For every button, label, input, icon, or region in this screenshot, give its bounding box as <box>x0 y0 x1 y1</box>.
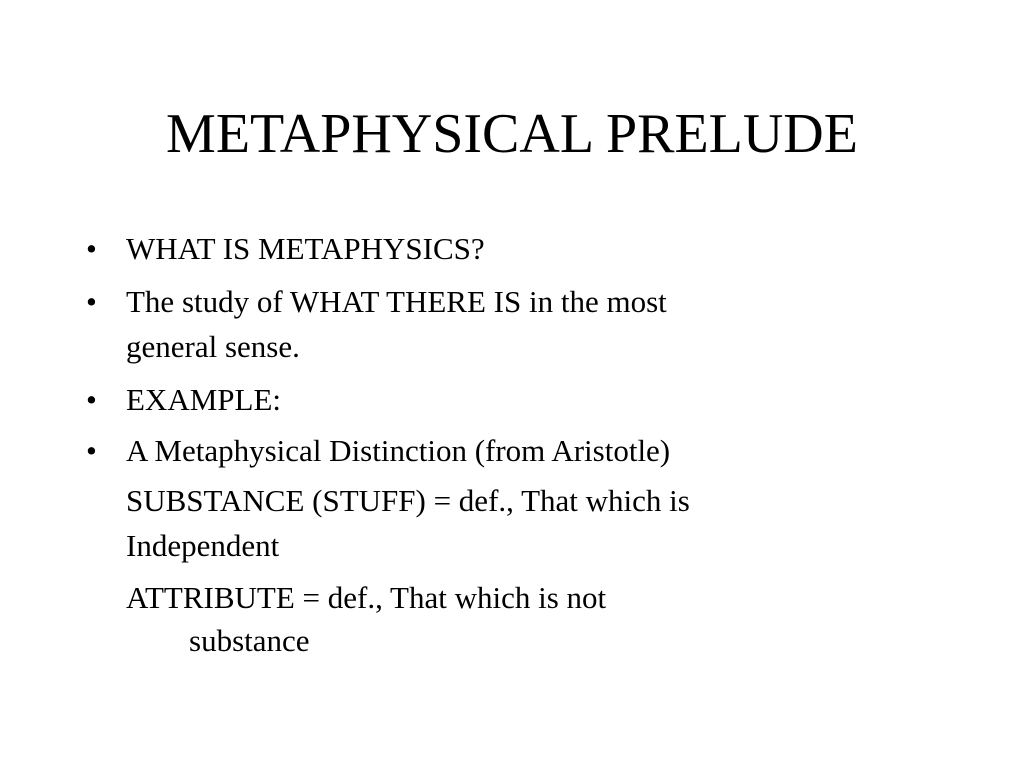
bullet-text-what-is-metaphysics: WHAT IS METAPHYSICS? <box>126 231 485 266</box>
slide-title: METAPHYSICAL PRELUDE <box>166 103 858 165</box>
bullet-marker: • <box>86 433 97 468</box>
definition-substance: SUBSTANCE (STUFF) = def., That which is <box>126 483 690 518</box>
bullet-marker: • <box>86 231 97 266</box>
definition-attribute-continuation: substance <box>189 623 310 658</box>
bullet-marker: • <box>86 382 97 417</box>
bullet-marker: • <box>86 284 97 319</box>
bullet-text-study-of-what-there-is: The study of WHAT THERE IS in the most <box>126 284 667 319</box>
definition-substance-continuation: Independent <box>126 528 280 563</box>
bullet-text-metaphysical-distinction: A Metaphysical Distinction (from Aristotle) <box>126 433 671 468</box>
bullet-text-study-continuation: general sense. <box>126 329 300 364</box>
definition-attribute: ATTRIBUTE = def., That which is not <box>126 580 607 615</box>
bullet-text-example: EXAMPLE: <box>126 382 281 417</box>
